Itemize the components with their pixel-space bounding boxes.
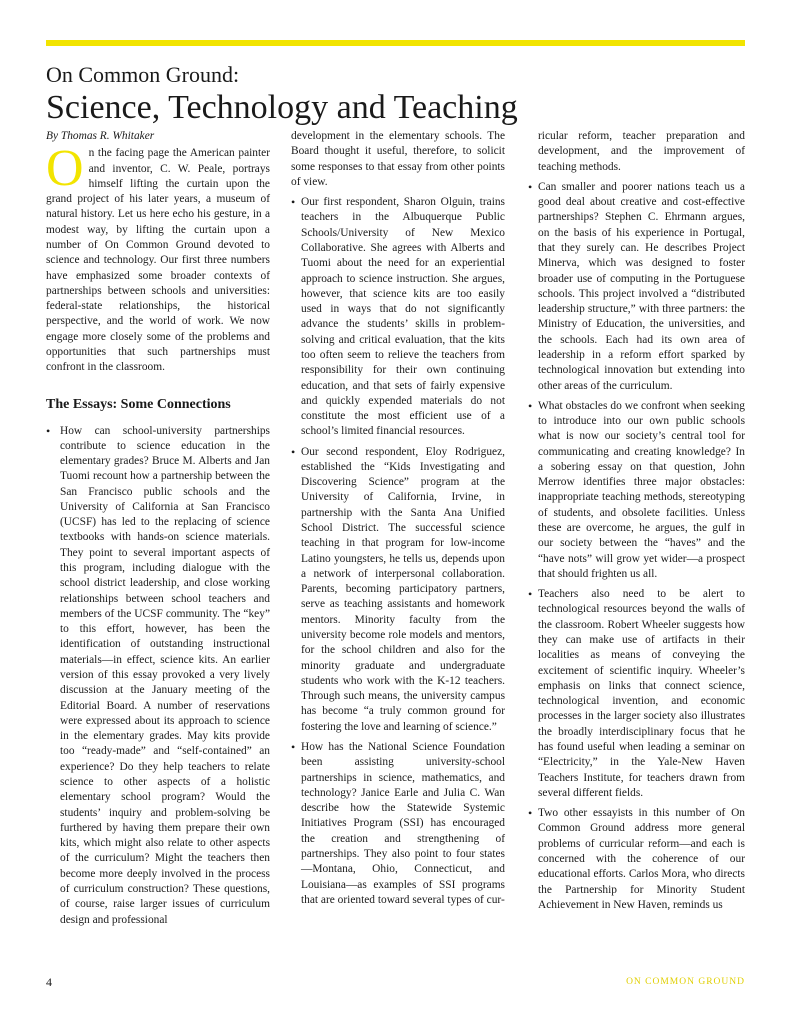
intro-paragraph: [46, 140, 270, 375]
column-3: [528, 129, 745, 918]
list-item: • Teachers also need to be alert to technological resources beyond the walls of the classroom. Robert Wheeler suggests how they can make use of artifacts in their localities as means of conveying the excitement of scientific inquiry. Wheeler’s emphasis on links that connect science, technological invention, and economic processes in the larger society also illustrates the broadly interdisciplinary focus that he has found useful when leading a seminar on “Electricity,” in the Yale-New Haven Teachers Institute, for teachers drawn from several different fields.: [528, 587, 745, 801]
intro-text: n the facing page the American painter and inventor, C. W. Peale, portrays himself lifting the curtain upon the grand project of his later years, a museum of natural history. Let us here echo his gesture, in a modest way, by lifting the curtain upon a number of On Common Ground devoted to science and technology. Our first three numbers have emphasized some broader contexts of partnerships between schools and universities: federal-state relationships, the historical perspective, and the world of work. We now engage more closely some of the problems and opportunities that such partnerships must confront in the classroom.: [46, 147, 270, 374]
column-3-lead: ricular reform, teacher preparation and development, and the improvement of teaching methods.: [538, 130, 745, 173]
list-item: • How can school-university partnerships contribute to science education in the elementary grades? Bruce M. Alberts and Jan Tuomi recount how a partnership between the San Francisco public schools and the University of California at San Francisco (UCSF) has led to the replacing of science textbooks with hands-on science materials. They point to several important aspects of this program, including dialogue with the school district leadership, and close working relationships between school teachers and members of the UCSF community. The “key” to this effort, however, has been the identification of outstanding instructional materials—in effect, science kits. An earlier version of this essay provoked a very lively discussion at the January meeting of the Editorial Board. A number of reservations were expressed about its approach to science in the elementary grades. May kits provide too “ready-made” and “self-contained” an experience? Do they help teachers to relate science to other aspects of a holistic elementary school program? Would the students’ inquiry and problem-solving be furthered by having them prepare their own kits, which might also relate to other aspects of the curriculum? Might the teachers then become more deeply involved in the process of curriculum construction? These questions, of course, raise larger issues of curriculum design and professional: [46, 424, 270, 928]
list-item: • Our first respondent, Sharon Olguin, trains teachers in the Albuquerque Public Schools/University of New Mexico Collaborative. She agrees with Alberts and Tuomi about the need for an experiential approach to science instruction. She argues, however, that science kits are too easily used in ways that do not significantly advance the students’ skills in problem-solving and critical evaluation, that the kits too often seem to relieve the teachers from responsibility for their own continuing education, and that sets of fairly expensive and quickly expended materials do not constitute the most efficient use of a school’s limited financial resources.: [291, 195, 505, 440]
column-1-list: [46, 424, 270, 928]
column-3-list: [528, 180, 745, 913]
list-item: • Our second respondent, Eloy Rodriguez, established the “Kids Investigating and Discovering Science” program at the University of California, Irvine, in partnership with the Santa Ana Unified School District. The successful science teaching in that program for low-income Latino youngsters, he tells us, depends upon a network of interpersonal collaboration. Parents, becoming participatory partners, serve as teaching assistants and homework mentors. Minority faculty from the university become role models and mentors, for the school children and also for the minority graduate and undergraduate students who work with the K-12 teachers. Through such means, the university campus has become “a truly common ground for fostering the love and learning of science.”: [291, 445, 505, 735]
page-number: 4: [46, 975, 52, 989]
running-title: ON COMMON GROUND: [626, 977, 745, 987]
list-item: • How has the National Science Foundation been assisting university-school partnerships in science, mathematics, and technology? Janice Earle and Julia C. Wan describe how the Statewide Systemic Initiatives Program (SSI) has encouraged the creation and strengthening of partnerships. They also point to four states—Montana, Ohio, Connecticut, and Louisiana—as examples of SSI programs that are oriented toward several types of cur-: [291, 740, 505, 908]
byline: By Thomas R. Whitaker: [46, 130, 155, 142]
top-rule: [46, 40, 745, 46]
section-heading: The Essays: Some Connections: [46, 396, 231, 412]
column-2-lead: development in the elementary schools. The Board thought it useful, therefore, to solicit some responses to that essay from other points of view.: [291, 130, 505, 188]
column-2: [291, 129, 505, 913]
article-title: Science, Technology and Teaching: [46, 89, 518, 126]
list-item: • Two other essayists in this number of On Common Ground address more general problems of curricular reform—and each is concerned with the coherence of our educational efforts. Carlos Mora, who directs the Partnership for Minority Student Achievement in New Haven, reminds us: [528, 806, 745, 913]
article-kicker: On Common Ground:: [46, 62, 240, 87]
column-2-list: [291, 195, 505, 908]
list-item: • Can smaller and poorer nations teach us a good deal about creative and cost-effective partnerships? Stephen C. Ehrmann argues, on the basis of his experience in Portugal, that they surely can. He describes Project Minerva, which was designed to foster broader use of computing in the Portuguese schools. This project involved a “distributed leadership structure,” with three partners: the Ministry of Education, the universities, and the schools. Each had its own area of leadership in a reform effort sparked by technological innovation but extending into other areas of the curriculum.: [528, 180, 745, 394]
list-item: • What obstacles do we confront when seeking to introduce into our own public schools what is now our society’s central tool for communicating and creating knowledge? In a sobering essay on that question, John Merrow identifies three major obstacles: inappropriate teaching methods, stereotyping of students, and obsolete facilities. Unless these are overcome, he argues, the gulf in our society between the “haves” and the “have nots” will grow yet wider—a prospect that should frighten us all.: [528, 399, 745, 582]
drop-cap: O: [46, 140, 84, 198]
column-1: [46, 129, 270, 933]
